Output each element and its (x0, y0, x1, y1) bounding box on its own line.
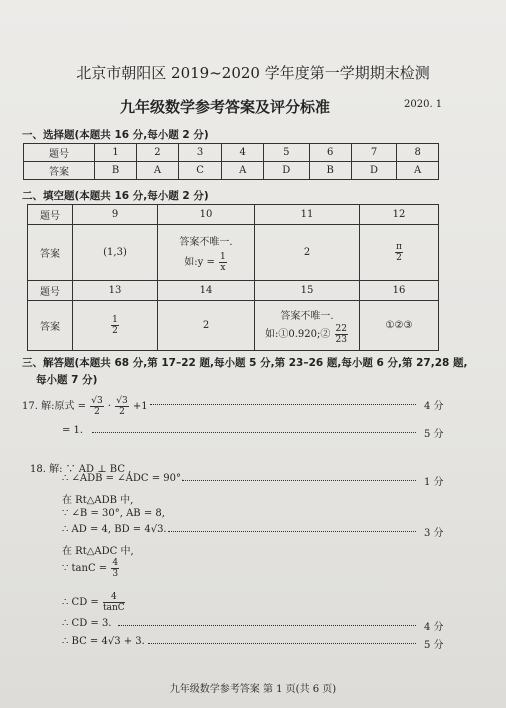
section3-heading-line1: 三、解答题(本题共 68 分,第 17–22 题,每小题 5 分,第 23–26 题,每小题 6 分,第 27,28 题, (22, 357, 468, 369)
answer-cell: A (222, 162, 264, 180)
fraction-denominator: 2 (396, 253, 402, 263)
q17-expression (22, 396, 148, 417)
leader-dots (92, 432, 416, 433)
answer-cell: B (309, 162, 351, 180)
answer-10-fraction (219, 252, 227, 273)
row-label: 题号 (28, 281, 73, 301)
choice-number-row (24, 144, 439, 162)
q18-line-7 (62, 558, 120, 579)
q17-tail: +1 (132, 401, 148, 412)
row-label: 答案 (24, 162, 95, 180)
fill-number-row-a (28, 205, 439, 225)
q18-line-8-prefix: ∴ CD = (62, 597, 99, 608)
answer-16: ①②③ (360, 301, 439, 351)
section3-heading-line2: 每小题 7 分) (36, 374, 98, 386)
question-number: 14 (158, 281, 255, 301)
question-number: 1 (95, 144, 137, 162)
document-subtitle: 九年级数学参考答案及评分标准 (120, 98, 331, 116)
question-number: 13 (73, 281, 158, 301)
leader-dots (148, 643, 416, 644)
answer-14: 2 (158, 301, 255, 351)
q18-line-8 (62, 592, 126, 613)
question-number: 2 (137, 144, 179, 162)
fraction-denominator: 2 (119, 407, 125, 417)
question-number: 16 (360, 281, 439, 301)
q18-score-4: 5 分 (424, 640, 444, 651)
row-label: 答案 (28, 225, 73, 281)
q18-cd-fraction (103, 592, 125, 613)
page-footer: 九年级数学参考答案 第 1 页(共 6 页) (169, 684, 337, 695)
leader-dots (168, 531, 416, 532)
fraction-numerator: √3 (116, 396, 128, 406)
fraction-denominator: 2 (112, 326, 118, 336)
answer-10-example (158, 252, 254, 273)
answer-cell: A (137, 162, 179, 180)
answer-cell: A (397, 162, 439, 180)
fraction-denominator: 23 (335, 334, 347, 345)
row-label: 答案 (28, 301, 73, 351)
fill-answer-row-a (28, 225, 439, 281)
leader-dots (118, 625, 416, 626)
answer-10-note: 答案不唯一. (179, 236, 233, 248)
q18-line-10: ∴ BC = 4√3 + 3. (62, 636, 145, 647)
q17-label: 17. 解:原式 = (22, 401, 87, 412)
answer-11: 2 (255, 225, 360, 281)
q17-score-2: 5 分 (424, 429, 444, 440)
leader-dots (150, 404, 416, 405)
question-number: 12 (360, 205, 439, 225)
question-number: 15 (255, 281, 360, 301)
fraction-denominator: 2 (94, 407, 100, 417)
question-number: 9 (73, 205, 158, 225)
fraction-numerator: 1 (112, 315, 118, 325)
answer-cell: B (95, 162, 137, 180)
fill-blank-table (27, 204, 439, 351)
answer-15-note: 答案不唯一. (280, 310, 334, 322)
fraction-denominator: x (220, 262, 226, 273)
q18-line-7-prefix: ∵ tanC = (62, 563, 108, 574)
choice-answer-row (24, 162, 439, 180)
q18-line-3: 在 Rt△ADB 中, (62, 495, 134, 506)
answer-13 (73, 301, 158, 351)
question-number: 3 (178, 144, 222, 162)
q18-line-9: ∴ CD = 3. (62, 618, 112, 629)
answer-10 (158, 225, 255, 281)
q18-line-2: ∴ ∠ADB = ∠ADC = 90°. (62, 473, 185, 484)
document-date: 2020. 1 (404, 99, 443, 110)
q18-score-1: 1 分 (424, 477, 444, 488)
answer-cell: D (264, 162, 310, 180)
question-number: 7 (351, 144, 397, 162)
question-number: 6 (309, 144, 351, 162)
answer-12 (360, 225, 439, 281)
fill-number-row-b (28, 281, 439, 301)
q17-fraction-1 (90, 396, 103, 417)
leader-dots (182, 480, 416, 481)
multiply-sign: · (107, 401, 112, 412)
section2-heading: 二、填空题(本题共 16 分,每小题 2 分) (22, 190, 209, 202)
choice-answer-table (23, 143, 439, 180)
fraction-numerator: 22 (335, 323, 347, 334)
section1-heading: 一、选择题(本题共 16 分,每小题 2 分) (22, 129, 209, 141)
q18-score-2: 3 分 (424, 528, 444, 539)
fraction-numerator: 1 (220, 251, 226, 262)
row-label: 题号 (28, 205, 73, 225)
fill-answer-row-b (28, 301, 439, 351)
q18-line-6: 在 Rt△ADC 中, (62, 546, 134, 557)
answer-10-prefix: 如:y = (184, 256, 215, 268)
q18-score-3: 4 分 (424, 622, 444, 633)
q18-line-5: ∴ AD = 4, BD = 4√3. (62, 524, 167, 535)
q18-line-1: 18. 解: ∵ AD ⊥ BC , (30, 464, 132, 475)
answer-13-fraction (111, 315, 119, 336)
q18-tan-fraction (111, 558, 119, 579)
answer-15-example (255, 324, 359, 345)
question-number: 5 (264, 144, 310, 162)
fraction-denominator: 3 (112, 569, 119, 579)
q17-result: = 1. (62, 425, 84, 436)
fraction-numerator: √3 (91, 396, 103, 406)
question-number: 10 (158, 205, 255, 225)
fraction-numerator: π (396, 242, 402, 252)
q18-line-4: ∵ ∠B = 30°, AB = 8, (62, 508, 165, 519)
answer-cell: D (351, 162, 397, 180)
question-number: 4 (222, 144, 264, 162)
answer-cell: C (178, 162, 222, 180)
q17-score-1: 4 分 (424, 401, 444, 412)
document-title: 北京市朝阳区 2019~2020 学年度第一学期期末检测 (76, 64, 430, 82)
answer-12-fraction (395, 242, 403, 263)
q17-fraction-2 (115, 396, 128, 417)
answer-9: (1,3) (73, 225, 158, 281)
row-label: 题号 (24, 144, 95, 162)
fraction-numerator: 4 (112, 558, 119, 568)
question-number: 8 (397, 144, 439, 162)
answer-15-prefix: 如:①0.920;② (264, 328, 331, 340)
answer-15 (255, 301, 360, 351)
fraction-numerator: 4 (103, 592, 125, 603)
question-number: 11 (255, 205, 360, 225)
answer-15-fraction (335, 324, 348, 345)
fraction-denominator: tanC (102, 603, 125, 613)
